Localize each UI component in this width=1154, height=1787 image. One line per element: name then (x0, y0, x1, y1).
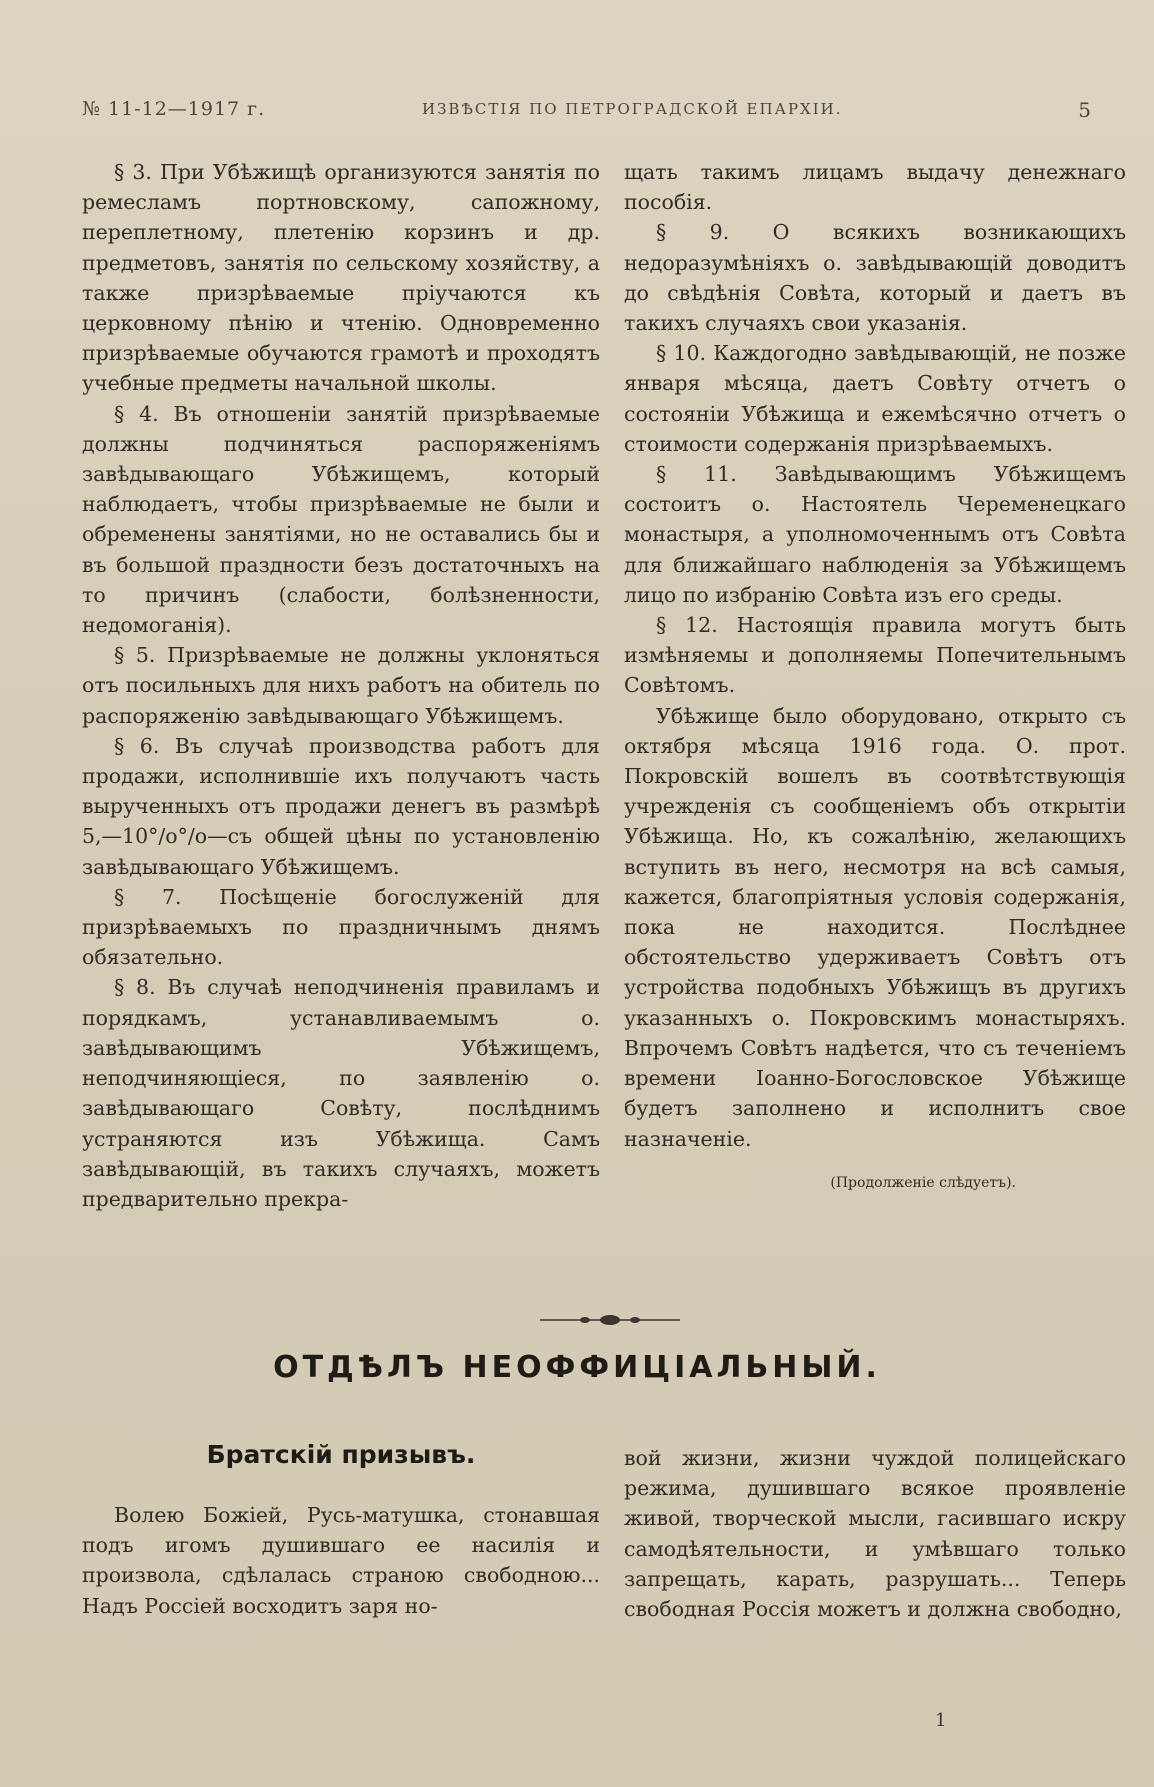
paragraph-4: § 4. Въ отношеніи занятій призрѣваемые должны подчиняться распоряженіямъ завѣдывающаго Убѣжищемъ, который наблюдаетъ, чтобы призрѣваемые не были и обременены занятіями, но не оставались бы и въ большой праздности безъ достаточныхъ на то причинъ (слабости, болѣзненности, недомоганія). (82, 401, 600, 638)
paragraph-6: § 6. Въ случаѣ производства работъ для продажи, исполнившіе ихъ получаютъ часть вырученныхъ отъ продажи денегъ въ размѣрѣ 5,—10°/о°/о—съ общей цѣны по установленію завѣдывающаго Убѣжищемъ. (82, 733, 600, 879)
paragraph-3: § 3. При Убѣжищѣ организуются занятія по ремесламъ портновскому, сапожному, переплетному, плетенію корзинъ и др. предметовъ, занятія по сельскому хозяйству, а также призрѣваемые пріучаются къ церковному пѣнію и чтенію. Одновременно призрѣваемые обучаются грамотѣ и проходятъ учебные предметы начальной школы. (82, 160, 600, 396)
continuation-note: (Продолженіе слѣдуетъ). (830, 1174, 1016, 1191)
page-number: 5 (1078, 98, 1092, 122)
article-paragraph-start: Волею Божіей, Русь-матушка, стонавшая подъ игомъ душившаго ее насилія и произвола, сдѣлалась страною свободною... Надъ Россіей восходитъ заря но- (82, 1503, 600, 1618)
article-left-column (82, 1500, 600, 1621)
issue-number: № 11-12—1917 г. (82, 98, 266, 120)
article-title: Братскій призывъ. (206, 1440, 476, 1469)
paragraph-5: § 5. Призрѣваемые не должны уклоняться отъ посильныхъ для нихъ работъ на обитель по распоряженію завѣдывающаго Убѣжищемъ. (82, 643, 600, 728)
paragraph-8-continued: щать такимъ лицамъ выдачу денежнаго пособія. (624, 160, 1126, 215)
closing-paragraph: Убѣжище было оборудовано, открыто съ октября мѣсяца 1916 года. О. прот. Покровскій вошелъ въ соотвѣтствующія учрежденія съ сообщеніемъ объ открытіи Убѣжища. Но, къ сожалѣнію, желающихъ вступить въ него, несмотря на всѣ самыя, кажется, благопріятныя условія содержанія, пока не находится. Послѣднее обстоятельство удерживаетъ Совѣтъ отъ устройства подобныхъ Убѣжищъ въ другихъ указанныхъ о. Покровскимъ монастыряхъ. Впрочемъ Совѣтъ надѣется, что съ теченіемъ времени Іоанно-Богословское Убѣжище будетъ заполнено и исполнитъ свое назначеніе. (624, 703, 1126, 1151)
paragraph-10: § 10. Каждогодно завѣдывающій, не позже января мѣсяца, даетъ Совѣту отчетъ о состояніи Убѣжища и ежемѣсячно отчетъ о стоимости содержанія призрѣваемыхъ. (624, 341, 1126, 456)
left-column (82, 157, 600, 1214)
right-column (624, 157, 1126, 1198)
article-right-column (624, 1443, 1126, 1624)
paragraph-9: § 9. О всякихъ возникающихъ недоразумѣніяхъ о. завѣдывающій доводитъ до свѣдѣнія Совѣта, который и даетъ въ такихъ случаяхъ свои указанія. (624, 220, 1126, 336)
paragraph-7: § 7. Посѣщеніе богослуженій для призрѣваемыхъ по праздничнымъ днямъ обязательно. (82, 884, 600, 970)
article-paragraph-continued: вой жизни, жизни чуждой полицейскаго режима, душившаго всякое проявленіе живой, творческой мысли, гасившаго искру самодѣятельности, и умѣвшаго только запрещать, карать, разрушать... Теперь свободная Россія можетъ и должна свободно, (624, 1446, 1126, 1622)
journal-title: ИЗВѢСТІЯ ПО ПЕТРОГРАДСКОЙ ЕПАРХІИ. (422, 100, 843, 118)
section-title: ОТДѢЛЪ НЕОФФИЦІАЛЬНЫЙ. (273, 1350, 881, 1385)
paragraph-8: § 8. Въ случаѣ неподчиненія правиламъ и порядкамъ, устанавливаемымъ о. завѣдывающимъ Убѣжищемъ, неподчиняющіеся, по заявленію о. завѣдывающаго Совѣту, послѣднимъ устраняются изъ Убѣжища. Самъ завѣдывающій, въ такихъ случаяхъ, можетъ предварительно прекра- (82, 975, 600, 1211)
running-header (82, 98, 1092, 128)
divider-ornament (540, 1312, 680, 1328)
bottom-mark: 1 (935, 1710, 947, 1731)
paragraph-11: § 11. Завѣдывающимъ Убѣжищемъ состоитъ о. Настоятель Череменецкаго монастыря, а уполномоченнымъ отъ Совѣта для ближайшаго наблюденія за Убѣжищемъ лицо по избранію Совѣта изъ его среды. (624, 462, 1126, 607)
paragraph-12: § 12. Настоящія правила могутъ быть измѣняемы и дополняемы Попечительнымъ Совѣтомъ. (624, 613, 1126, 698)
